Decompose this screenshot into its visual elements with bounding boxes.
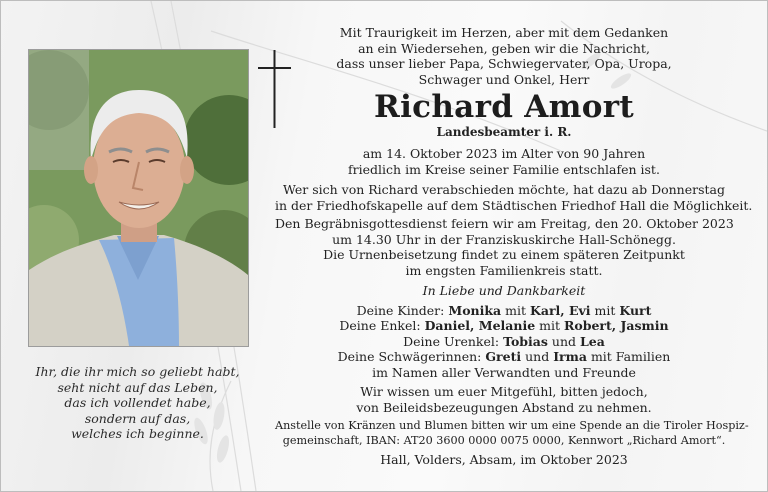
poem (21, 364, 254, 442)
sympathy-line: Wir wissen um euer Mitgefühl, bitten jedoch, (360, 384, 648, 399)
poem-line: sondern auf das, (84, 410, 191, 426)
obituary-text (275, 25, 753, 468)
service-line: um 14.30 Uhr in der Franziskuskirche Hall-Schönegg. (332, 231, 676, 247)
family-sisters-in-law: Deine Schwägerinnen: Greti und Irma mit Familien (337, 349, 671, 364)
family-children: Deine Kinder: Monika mit Karl, Evi mit Kurt (356, 302, 652, 318)
poem-line: welches ich beginne. (71, 426, 204, 441)
family-grandchildren: Deine Enkel: Daniel, Melanie mit Robert, Jasmin (339, 318, 669, 333)
intro-line: an ein Wiedersehen, geben wir die Nachricht, (358, 40, 650, 56)
family-great-grandchildren: Deine Urenkel: Tobias und Lea (403, 333, 605, 349)
intro-line: dass unser lieber Papa, Schwiegervater, Opa, Uropa, (336, 56, 672, 71)
death-line: friedlich im Kreise seiner Familie entschlafen ist. (348, 161, 660, 177)
intro-line: Mit Traurigkeit im Herzen, aber mit dem Gedanken (339, 25, 669, 40)
donation-line: Anstelle von Kränzen und Blumen bitten wir um eine Spende an die Tiroler Hospiz- (275, 419, 749, 432)
poem-line: seht nicht auf das Leben, (57, 379, 218, 395)
farewell-line: Wer sich von Richard verabschieden möchte, hat dazu ab Donnerstag (283, 182, 725, 197)
service-line: Den Begräbnisgottesdienst feiern wir am Freitag, den 20. Oktober 2023 (275, 216, 734, 231)
sympathy-line: von Beileidsbezeugungen Abstand zu nehmen. (356, 399, 652, 415)
place-and-date: Hall, Volders, Absam, im Oktober 2023 (380, 452, 628, 467)
family-relatives: im Namen aller Verwandten und Freunde (372, 364, 636, 380)
portrait-photo (28, 49, 249, 347)
poem-line: das ich vollendet habe, (64, 395, 211, 410)
deceased-title: Landesbeamter i. R. (436, 125, 572, 139)
deceased-name: Richard Amort (374, 89, 634, 125)
poem-line: Ihr, die ihr mich so geliebt habt, (35, 364, 240, 379)
farewell-line: in der Friedhofskapelle auf dem Städtischen Friedhof Hall die Möglichkeit. (275, 197, 753, 213)
service-line: im engsten Familienkreis statt. (405, 262, 603, 278)
love-and-gratitude: In Liebe und Dankbarkeit (422, 283, 586, 298)
death-line: am 14. Oktober 2023 im Alter von 90 Jahren (362, 146, 646, 161)
donation-line: gemeinschaft, IBAN: AT20 3600 0000 0075 0000, Kennwort „Richard Amort“. (282, 433, 726, 447)
service-line: Die Urnenbeisetzung findet zu einem späteren Zeitpunkt (323, 247, 685, 262)
intro-line: Schwager und Onkel, Herr (418, 71, 590, 87)
